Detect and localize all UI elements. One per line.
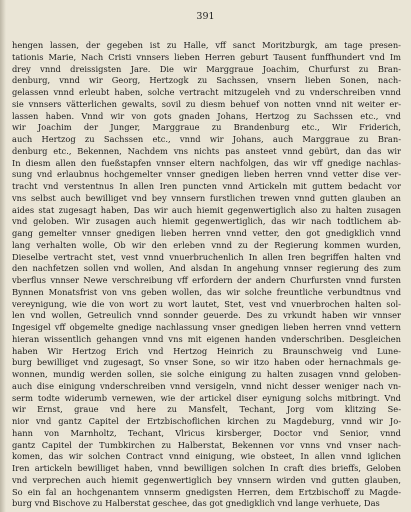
page-binding-edge: [0, 0, 6, 512]
text-line: gantz Capitel der Tumbkirchen zu Halberstat, Bekennen vor vnns vnd vnser nach-: [12, 439, 401, 450]
text-line: gang gemelter vnnser gnedigen lieben herren vnnd vetter, den got gnedigklich vnnd: [12, 228, 401, 238]
text-line: wir Joachim der Junger, Marggraue zu Brandenburg etc., Wir Friderich,: [12, 122, 401, 133]
text-line: So ein fal an hochgenantem vnnserm gnedigsten Herren, dem Ertzbischoff zu Magde-: [12, 486, 401, 497]
text-line: Iren artickeln bewilliget haben, vnnd bewilligen solchen In craft dies brieffs, Geloben: [12, 463, 401, 473]
text-line: In diesm allen den fueßstapfen vnnser eltern nachfolgen, das wir vff gnedige nachlas-: [12, 157, 401, 168]
text-line: auch Hertzog zu Sachssen etc., vnnd wir Johans, auch Marggraue zu Bran-: [12, 134, 401, 144]
text-line: sung vnd erlaubnus hochgemelter vnnser gnedigen lieben herren vnnd vetter dise ver-: [12, 169, 401, 180]
text-line: haben Wir Hertzog Erich vnd Hertzog Heinrich zu Braunschweig vnd Lune-: [12, 345, 401, 356]
text-line: vberflus vnnser Newe verschreibung vff erfordern der andern Churfursten vnnd fursten: [12, 275, 401, 285]
text-line: vns selbst auch bewilliget vnd bey vnnsern furstlichen trewen vnnd gutten glauben an: [12, 192, 401, 203]
text-line: drey vnnd dreissigsten Jare. Die wir Marggraue Joachim, Churfurst zu Bran-: [12, 63, 401, 74]
text-line: vnd geloben. Wir zusagen auch hiemit gegenwertiglich, das wir nach todtlichem ab-: [12, 216, 401, 227]
text-line: lassen haben. Vnnd wir von gots gnaden Johans, Hertzog zu Sachssen etc., vnd: [12, 110, 401, 121]
text-line: wonnen, mundig werden sollen, sie solche einigung zu halten zusagen vnnd geloben-: [12, 369, 401, 379]
text-line: hann von Marnholtz, Techant, Vlricus kirsberger, Doctor vnd Senior, vnnd: [12, 427, 401, 438]
text-line: vnd verprechen auch hiemit gegenwertiglich bey vnnsern wirden vnd gutten glauben,: [12, 474, 401, 485]
text-line: tationis Marie, Nach Cristi vnnsers lieben Herren geburt Tausent funffhundert vnd Im: [12, 51, 401, 62]
text-line: nior vnd gantz Capitel der Ertzbischoflichen kirchen zu Magdeburg, vnnd wir Jo-: [12, 416, 401, 426]
text-line: len vnd wollen, Getreulich vnnd sonnder geuerde. Des zu vrkundt haben wir vnnser: [12, 310, 401, 321]
text-line: denburg etc., Bekennen, Nachdem vns nichts pas ansteet vnnd gebürt, dan das wir: [12, 145, 401, 156]
text-line: hengen lassen, der gegeben ist zu Halle, vff sanct Moritzburgk, am tage presen-: [12, 40, 401, 50]
text-line: tracht vnd verstentnus In allen Iren puncten vnnd Artickeln mit guttem bedacht vor: [12, 181, 401, 191]
text-line: auch dise einigung vnderschreiben vnnd versigeln, vnnd nicht desser weniger nach vn-: [12, 380, 401, 391]
text-line: burg vnd Bischove zu Halberstat geschee, das got gnedigklich vnd lange verhuete, Das: [12, 498, 380, 509]
text-line: denburg, vnnd wir Georg, Hertzogk zu Sachssen, vnsern lieben Sonen, nach-: [12, 75, 401, 86]
text-line: komen, das wir solchen Contract vnnd einigung, wie obsteet, In allen vnnd iglichen: [12, 451, 401, 462]
text-line: Dieselbe vertracht stet, vest vnnd vnuerbruchenlich In allen Iren begriffen halten vnd: [12, 251, 401, 262]
text-line: hieran wissentlich gehangen vnnd vns mit eigenen handen vnderschriben. Desgleichen: [12, 333, 401, 344]
page-number: 391: [196, 11, 215, 22]
body-text: [12, 40, 401, 510]
text-line: lang verhalten wolle, Ob wir den erleben vnnd zu der Regierung kommen wurden,: [12, 239, 401, 250]
text-line: Ingesigel vff obgemelte gnedige nachlassung vnser gnedigen lieben herren vnnd vettern: [12, 322, 401, 332]
text-line: serm todte widerumb vernewen, wie der artickel diser eynigung solchs mitbringt. Vnd: [12, 392, 401, 403]
text-line: den nachfetzen sollen vnd wollen, And alsdan In angehung vnnser regierung des zum: [12, 263, 401, 274]
text-line: gelassen vnnd erleubt haben, solche vertracht mitzugeleh vnd zu vnderschreiben vnnd: [12, 87, 401, 97]
text-line: vereynigung, wie die von wort zu wort lautet, Stet, vest vnd vnuerbrochen halten sol-: [12, 298, 401, 309]
text-line: wir Ernst, graue vnd here zu Mansfelt, Techant, Jorg vom klitzing Se-: [12, 404, 401, 415]
text-line: aides stat zugesagt haben, Das wir auch hiemit gegenwertiglich also zu halten zusagen: [12, 204, 401, 215]
text-line: Bynnen Monatsfrist von vns geben wollen, das wir solche freuntliche verbundtnus vnd: [12, 286, 401, 297]
text-line: burg bewilliget vnd zugesagt, So vnser Sone, so wir itzo haben oder hernachmals ge-: [12, 357, 401, 368]
text-line: sie vnnsers vätterlichen gewalts, sovil zu diesm behuef von notten vnnd nit weiter er-: [12, 98, 401, 109]
